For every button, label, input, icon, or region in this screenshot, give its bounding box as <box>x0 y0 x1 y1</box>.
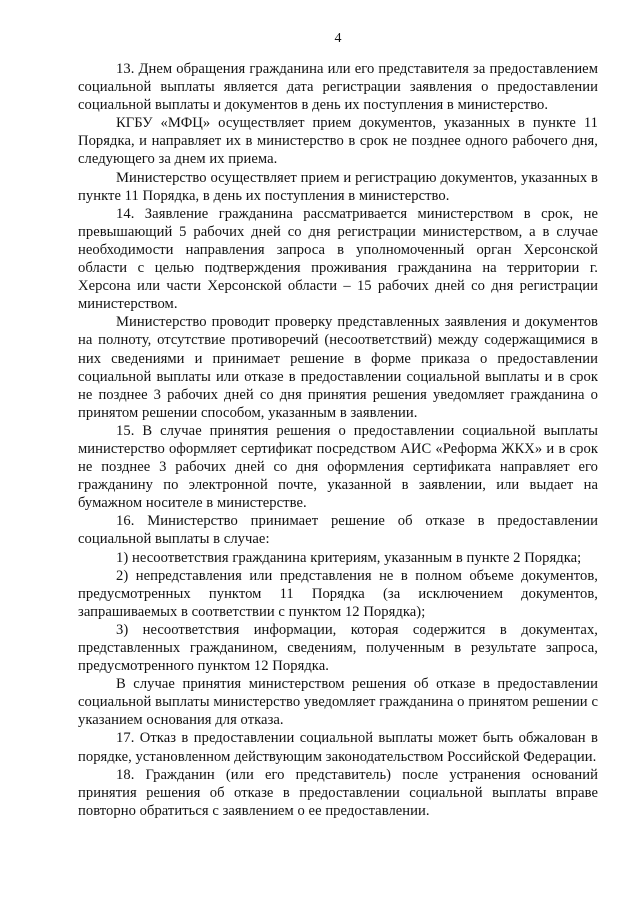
paragraph-16: 16. Министерство принимает решение об отказе в предоставлении социальной выплаты в случае: <box>78 513 598 548</box>
list-item-1: 1) несоответствия гражданина критериям, указанным в пункте 2 Порядка; <box>116 549 582 566</box>
list-item-2: 2) непредставления или представления не в полном объеме документов, предусмотренных пунктом 11 Порядка (за исключением документов, запрашиваемых в соответствии с пунктом 12 Порядка); <box>78 567 598 620</box>
page-number: 4 <box>334 31 342 46</box>
paragraph-ministry-registration: Министерство осуществляет прием и регистрацию документов, указанных в пункте 11 Порядка, в день их поступления в министерство. <box>78 169 598 204</box>
paragraph-mfc: КГБУ «МФЦ» осуществляет прием документов, указанных в пункте 11 Порядка, и направляет их в министерство в срок не позднее одного рабочего дня, следующего за днем их приема. <box>78 115 598 168</box>
paragraph-18: 18. Гражданин (или его представитель) после устранения оснований принятия решения об отказе в предоставлении социальной выплаты вправе повторно обратиться с заявлением о ее предоставлении. <box>78 766 598 819</box>
paragraph-ministry-check: Министерство проводит проверку представленных заявления и документов на полноту, отсутствие противоречий (несоответствий) между содержащимися в них сведениями и принимает решение в форме приказа о предоставлении социальной выплаты или отказе в предоставлении социальной выплаты и в срок не позднее 3 рабочих дней со дня принятия решения уведомляет гражданина о принятом решении способом, указанным в заявлении. <box>78 314 598 421</box>
paragraph-14: 14. Заявление гражданина рассматривается министерством в срок, не превышающий 5 рабочих дней со дня регистрации министерством, а в случае необходимости направления запроса в уполномоченный орган Херсонской области с целью подтверждения проживания гражданина на территории г. Херсона или части Херсонской области – 15 рабочих дней со дня регистрации министерством. <box>78 205 598 313</box>
list-item-3: 3) несоответствия информации, которая содержится в документах, представленных гражданином, сведениям, полученным в результате запроса, предусмотренного пунктом 12 Порядка. <box>78 621 598 675</box>
paragraph-15: 15. В случае принятия решения о предоставлении социальной выплаты министерство оформляет сертификат посредством АИС «Реформа ЖКХ» и в срок не позднее 3 рабочих дней со дня оформления сертификата направляет его гражданину по электронной почте, указанной в заявлении, или выдает на бумажном носителе в министерстве. <box>78 422 598 512</box>
document-page <box>78 30 598 820</box>
paragraph-17: 17. Отказ в предоставлении социальной выплаты может быть обжалован в порядке, установленном действующим законодательством Российской Федерации. <box>78 730 598 765</box>
paragraph-refusal-notice: В случае принятия министерством решения об отказе в предоставлении социальной выплаты министерство уведомляет гражданина о принятом решении с указанием основания для отказа. <box>78 676 598 729</box>
paragraph-13: 13. Днем обращения гражданина или его представителя за предоставлением социальной выплаты является дата регистрации заявления о предоставлении социальной выплаты и документов в день их поступления в министерство. <box>78 61 598 114</box>
